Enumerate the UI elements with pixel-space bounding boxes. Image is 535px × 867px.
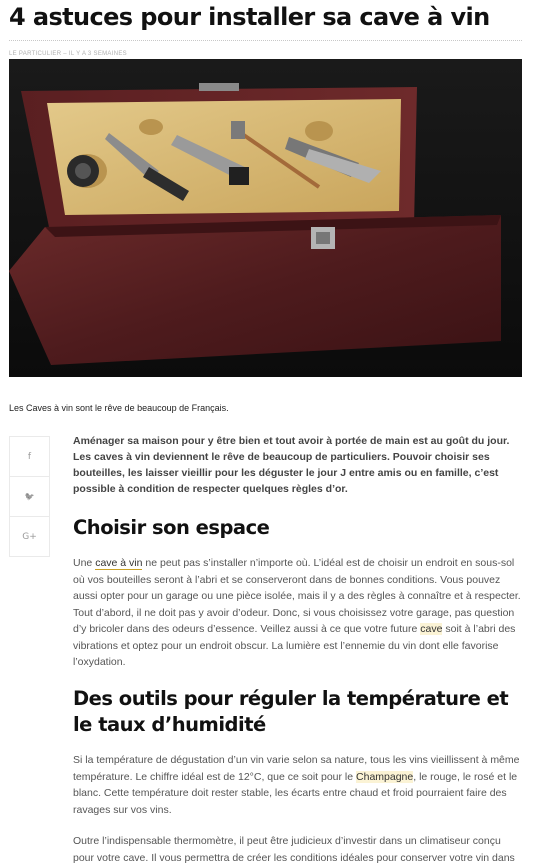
- paragraph-text: Une: [73, 557, 96, 569]
- article-lead: Aménager sa maison pour y être bien et tout avoir à portée de main est au goût du jour. Les caves à vin deviennent le rêve de beaucoup de particuliers. Pouvoir choisir ses bouteilles, les laisser vieillir pour les déguster le jour J entre amis ou en famille, c’est possible à condition de respecter quelques règles d’or.: [73, 435, 510, 495]
- paragraph-text: soit à l’abri des vibrations et optez pour un endroit obscur. La lumière est l’ennemie du vin dont elle favorise l’oxydation.: [73, 623, 516, 668]
- author-link[interactable]: LE PARTICULIER: [9, 51, 62, 57]
- google-plus-icon: G+: [22, 531, 37, 542]
- section-paragraph: [73, 752, 522, 818]
- wine-box-illustration: [9, 59, 522, 377]
- champagne-link[interactable]: Champagne: [356, 770, 414, 783]
- paragraph-text: Si la température de dégustation d’un vin varie selon sa nature, tous les vins vieillissent à même température. Le chiffre idéal est de 12°C, que ce soit pour le: [73, 754, 520, 783]
- article-date: IL Y A 3 SEMAINES: [68, 51, 127, 57]
- meta-separator: –: [63, 51, 67, 57]
- article-meta: [9, 51, 127, 57]
- share-bar: [9, 436, 50, 557]
- share-twitter-button[interactable]: [10, 477, 49, 517]
- share-facebook-button[interactable]: [10, 437, 49, 477]
- section-heading-space: Choisir son espace: [73, 516, 270, 539]
- hero-image: [9, 59, 522, 377]
- cave-a-vin-link[interactable]: cave à vin: [95, 557, 143, 569]
- section-paragraph: [73, 555, 522, 671]
- article-title: 4 astuces pour installer sa cave à vin: [9, 3, 490, 31]
- image-caption: Les Caves à vin sont le rêve de beaucoup de Français.: [9, 403, 229, 413]
- cave-link[interactable]: cave: [420, 623, 443, 635]
- section-paragraph: Outre l’indispensable thermomètre, il peut être judicieux d’investir dans un climatiseur conçu pour votre cave. Il vous permettra de créer les conditions idéales pour conserver votre vin dans: [73, 835, 515, 864]
- paragraph-text: ne peut pas s’installer n’importe où. L’idéal est de choisir un endroit en sous-sol où vos bouteilles seront à l’abri et se conserveront dans de bonnes conditions. Vous pouvez aussi opter pour un garage ou une pièce isolée, mais il y a des règles à connaître et à respecter. Tout d’abord, il ne doit pas y avoir d’odeur. Donc, si vous choisissez votre garage, pas question d’y bricoler dans des odeurs d’essence. Veillez aussi à ce que votre future: [73, 557, 521, 635]
- paragraph-text: , le rouge, le rosé et le blanc. Cette température doit rester stable, les écarts entre chaud et froid pourraient faire des ravages sur vos vins.: [73, 770, 518, 816]
- share-google-plus-button[interactable]: [10, 517, 49, 556]
- facebook-icon: f: [27, 451, 32, 462]
- title-divider: [9, 40, 522, 41]
- twitter-icon: 🐦: [24, 492, 35, 501]
- section-heading-tools: Des outils pour réguler la température et le taux d’humidité: [73, 687, 509, 736]
